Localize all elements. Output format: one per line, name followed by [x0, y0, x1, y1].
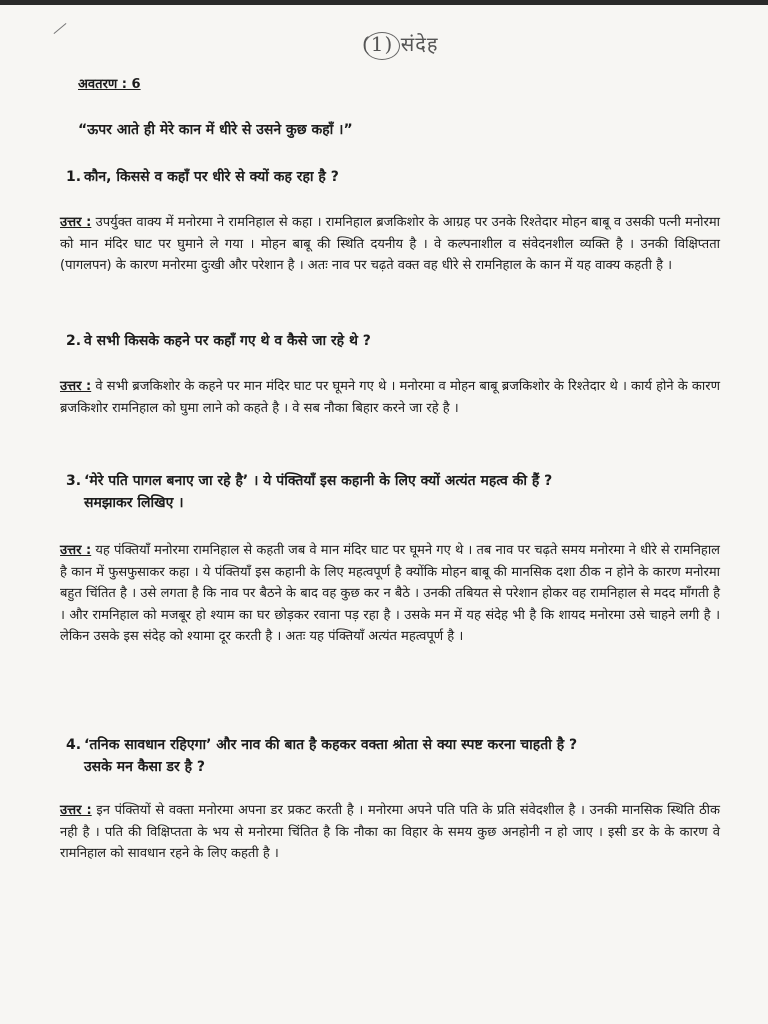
question-text: ‘मेरे पति पागल बनाए जा रहे है’ । ये पंक्तियाँ इस कहानी के लिए क्यों अत्यंत महत्व की हैं ? — [84, 473, 553, 489]
answer-label: उत्तर : — [60, 215, 92, 230]
question-1 — [66, 166, 716, 188]
question-2 — [66, 330, 716, 352]
passage-heading: अवतरण : 6 — [78, 77, 141, 92]
answer-3 — [60, 540, 720, 648]
question-text: वे सभी किसके कहने पर कहाँ गए थे व कैसे जा रहे थे ? — [84, 333, 371, 349]
answer-1 — [60, 212, 720, 277]
pen-mark — [54, 23, 67, 34]
answer-text: वे सभी ब्रजकिशोर के कहने पर मान मंदिर घाट पर घूमने गए थे । मनोरमा व मोहन बाबू ब्रजकिशोर के रिश्तेदार थे । कार्य होने के कारण ब्रजकिशोर रामनिहाल को घुमा लाने को कहते है । वे सब नौका बिहार करने जा रहे है । — [60, 379, 721, 416]
question-number: 1. — [66, 169, 82, 185]
answer-label: उत्तर : — [60, 379, 92, 394]
question-number: 3. — [66, 473, 82, 489]
answer-4 — [60, 800, 720, 865]
answer-text: इन पंक्तियों से वक्ता मनोरमा अपना डर प्रकट करती है । मनोरमा अपने पति पति के प्रति संवेदशील है । उनकी मानसिक स्थिति ठीक नही है । पति की विक्षिप्तता के भय से मनोरमा चिंतित है कि नौका का विहार के समय कुछ अनहोनी न हो जाए । इसी डर के के कारण वे रामनिहाल को सावधान रहने के लिए कहती है । — [60, 803, 721, 861]
answer-text: उपर्युक्त वाक्य में मनोरमा ने रामनिहाल से कहा । रामनिहाल ब्रजकिशोर के आग्रह पर उनके रिश्तेदार मोहन बाबू व उसकी पत्नी मनोरमा को मान मंदिर घाट पर घुमाने ले गया । मोहन बाबू की स्थिति दयनीय है । वे कल्पनाशील व संवेदनशील व्यक्ति है । उनकी विक्षिप्तता (पागलपन) के कारण मनोरमा दुःखी और परेशान है । अतः नाव पर चढ़ते वक्त वह धीरे से रामनिहाल के कान में यह वाक्य कहती है । — [60, 215, 720, 273]
question-text: कौन, किससे व कहाँ पर धीरे से क्यों कह रहा है ? — [84, 169, 339, 185]
answer-label: उत्तर : — [60, 803, 92, 818]
question-3 — [66, 470, 716, 514]
passage-quote: “ऊपर आते ही मेरे कान में धीरे से उसने कुछ कहाँ ।” — [78, 122, 353, 138]
scan-top-edge — [0, 0, 768, 5]
question-text-line2: समझाकर लिखिए । — [84, 495, 184, 511]
answer-2 — [60, 376, 720, 419]
answer-text: यह पंक्तियाँ मनोरमा रामनिहाल से कहती जब वे मान मंदिर घाट पर घूमने गए थे । तब नाव पर चढ़ते समय मनोरमा ने धीरे से रामनिहाल है कान में फुसफुसाकर कहा । ये पंक्तियाँ इस कहानी के लिए महत्वपूर्ण है क्योंकि मोहन बाबू की मानसिक दशा ठीक न होने के कारण मनोरमा बहुत चिंतित है । उसे लगता है कि नाव पर बैठने के बाद वह कुछ कर न बैठे । उनकी तबियत से परेशान होकर वह रामनिहाल से मदद माँगती है । और रामनिहाल को मजबूर हो श्याम का घर छोड़कर रवाना पड़ रहा है । उसके मन में यह संदेह भी है कि शायद मनोरमा उसे चाहने लगी है । लेकिन उसके इस संदेह को श्यामा दूर करती है । अतः यह पंक्तियाँ अत्यंत महत्वपूर्ण है । — [60, 543, 720, 644]
question-number: 2. — [66, 333, 82, 349]
question-text-line2: उसके मन कैसा डर है ? — [84, 759, 206, 775]
question-text: ‘तनिक सावधान रहिएगा’ और नाव की बात है कहकर वक्ता श्रोता से क्या स्पष्ट करना चाहती है ? — [84, 737, 578, 753]
handwritten-note: (1) संदेह — [362, 32, 439, 56]
question-4 — [66, 734, 716, 778]
question-number: 4. — [66, 737, 82, 753]
answer-label: उत्तर : — [60, 543, 92, 558]
